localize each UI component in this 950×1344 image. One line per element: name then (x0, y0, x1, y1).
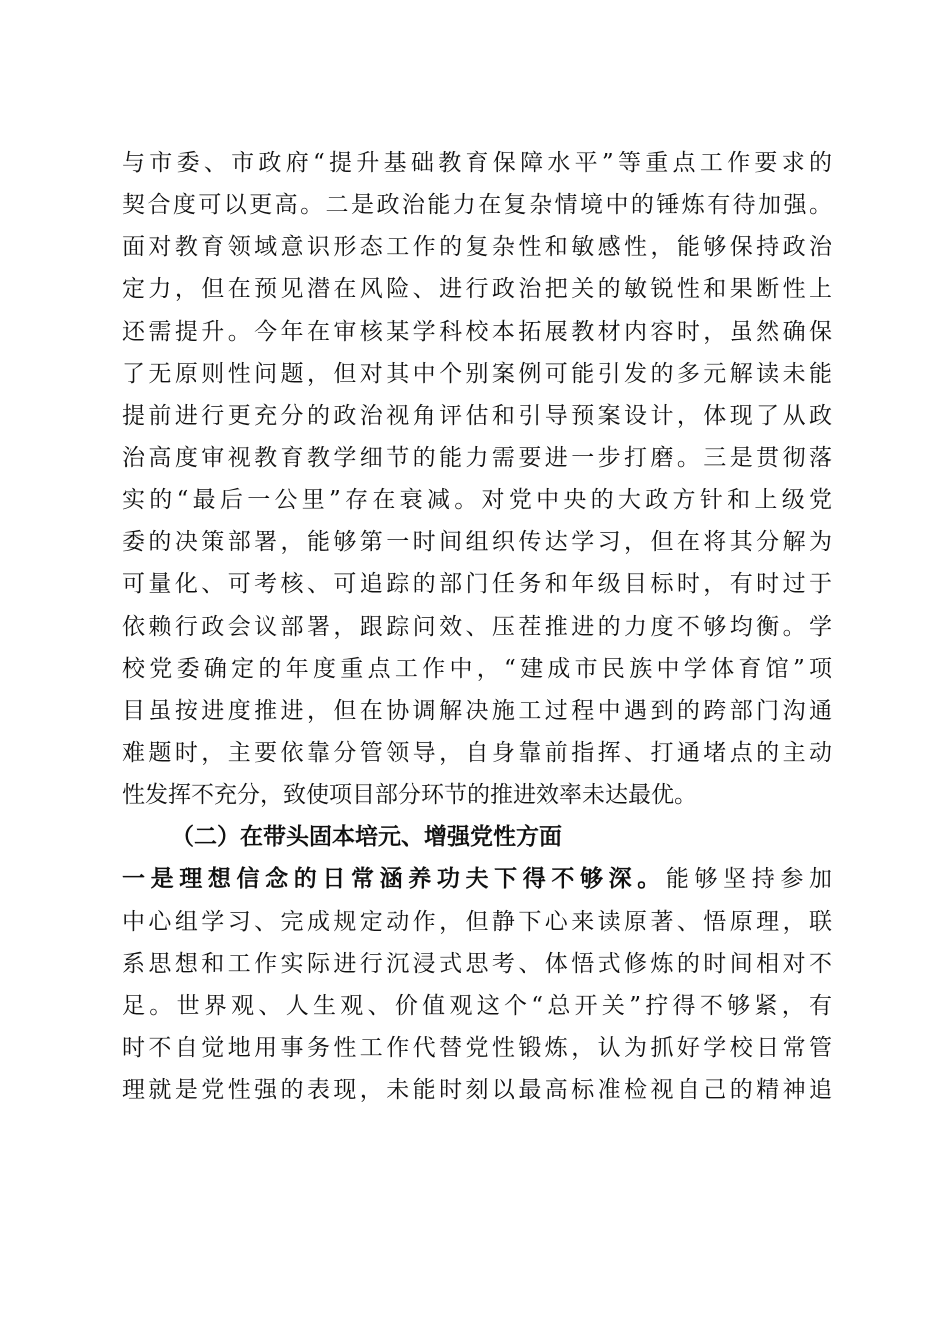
section-line-5: 时不自觉地用事务性工作代替党性锻炼，认为抓好学校日常管 (122, 1034, 832, 1061)
section-line-6: 理就是党性强的表现，未能时刻以最高标准检视自己的精神追 (122, 1077, 832, 1104)
body-line-16: 性发挥不充分，致使项目部分环节的推进效率未达最优。 (122, 782, 697, 809)
section-line-1 (122, 858, 832, 900)
body-line-3: 面对教育领域意识形态工作的复杂性和敏感性，能够保持政治 (122, 234, 832, 261)
body-line-15: 难题时，主要依靠分管领导，自身靠前指挥、打通堵点的主动 (122, 739, 832, 766)
body-line-12: 依赖行政会议部署，跟踪问效、压茬推进的力度不够均衡。学 (122, 613, 832, 640)
body-line-14: 目虽按进度推进，但在协调解决施工过程中遇到的跨部门沟通 (122, 697, 832, 724)
body-line-6: 了无原则性问题，但对其中个别案例可能引发的多元解读未能 (122, 360, 832, 387)
body-line-2: 契合度可以更高。二是政治能力在复杂情境中的锤炼有待加强。 (122, 192, 832, 219)
body-line-8: 治高度审视教育教学细节的能力需要进一步打磨。三是贯彻落 (122, 444, 832, 471)
section-line-4: 足。世界观、人生观、价值观这个“总开关”拧得不够紧，有 (122, 992, 832, 1019)
body-line-9: 实的“最后一公里”存在衰减。对党中央的大政方针和上级党 (122, 487, 832, 514)
body-line-1: 与市委、市政府“提升基础教育保障水平”等重点工作要求的 (122, 150, 832, 176)
body-line-5: 还需提升。今年在审核某学科校本拓展教材内容时，虽然确保 (122, 318, 832, 345)
body-line-11: 可量化、可考核、可追踪的部门任务和年级目标时，有时过于 (122, 571, 832, 598)
section-line-2: 中心组学习、完成规定动作，但静下心来读原著、悟原理，联 (122, 908, 832, 935)
section-line-1-rest: 能够坚持参加 (665, 866, 832, 893)
section-heading: （二）在带头固本培元、增强党性方面 (171, 823, 562, 851)
body-line-10: 委的决策部署，能够第一时间组织传达学习，但在将其分解为 (122, 529, 832, 556)
section-lead: 一是理想信念的日常涵养功夫下得不够深。 (122, 865, 666, 893)
body-line-4: 定力，但在预见潜在风险、进行政治把关的敏锐性和果断性上 (122, 276, 832, 303)
body-line-7: 提前进行更充分的政治视角评估和引导预案设计，体现了从政 (122, 402, 832, 429)
body-line-13: 校党委确定的年度重点工作中，“建成市民族中学体育馆”项 (122, 655, 832, 682)
document-body (122, 142, 832, 1111)
section-line-3: 系思想和工作实际进行沉浸式思考、体悟式修炼的时间相对不 (122, 950, 832, 977)
